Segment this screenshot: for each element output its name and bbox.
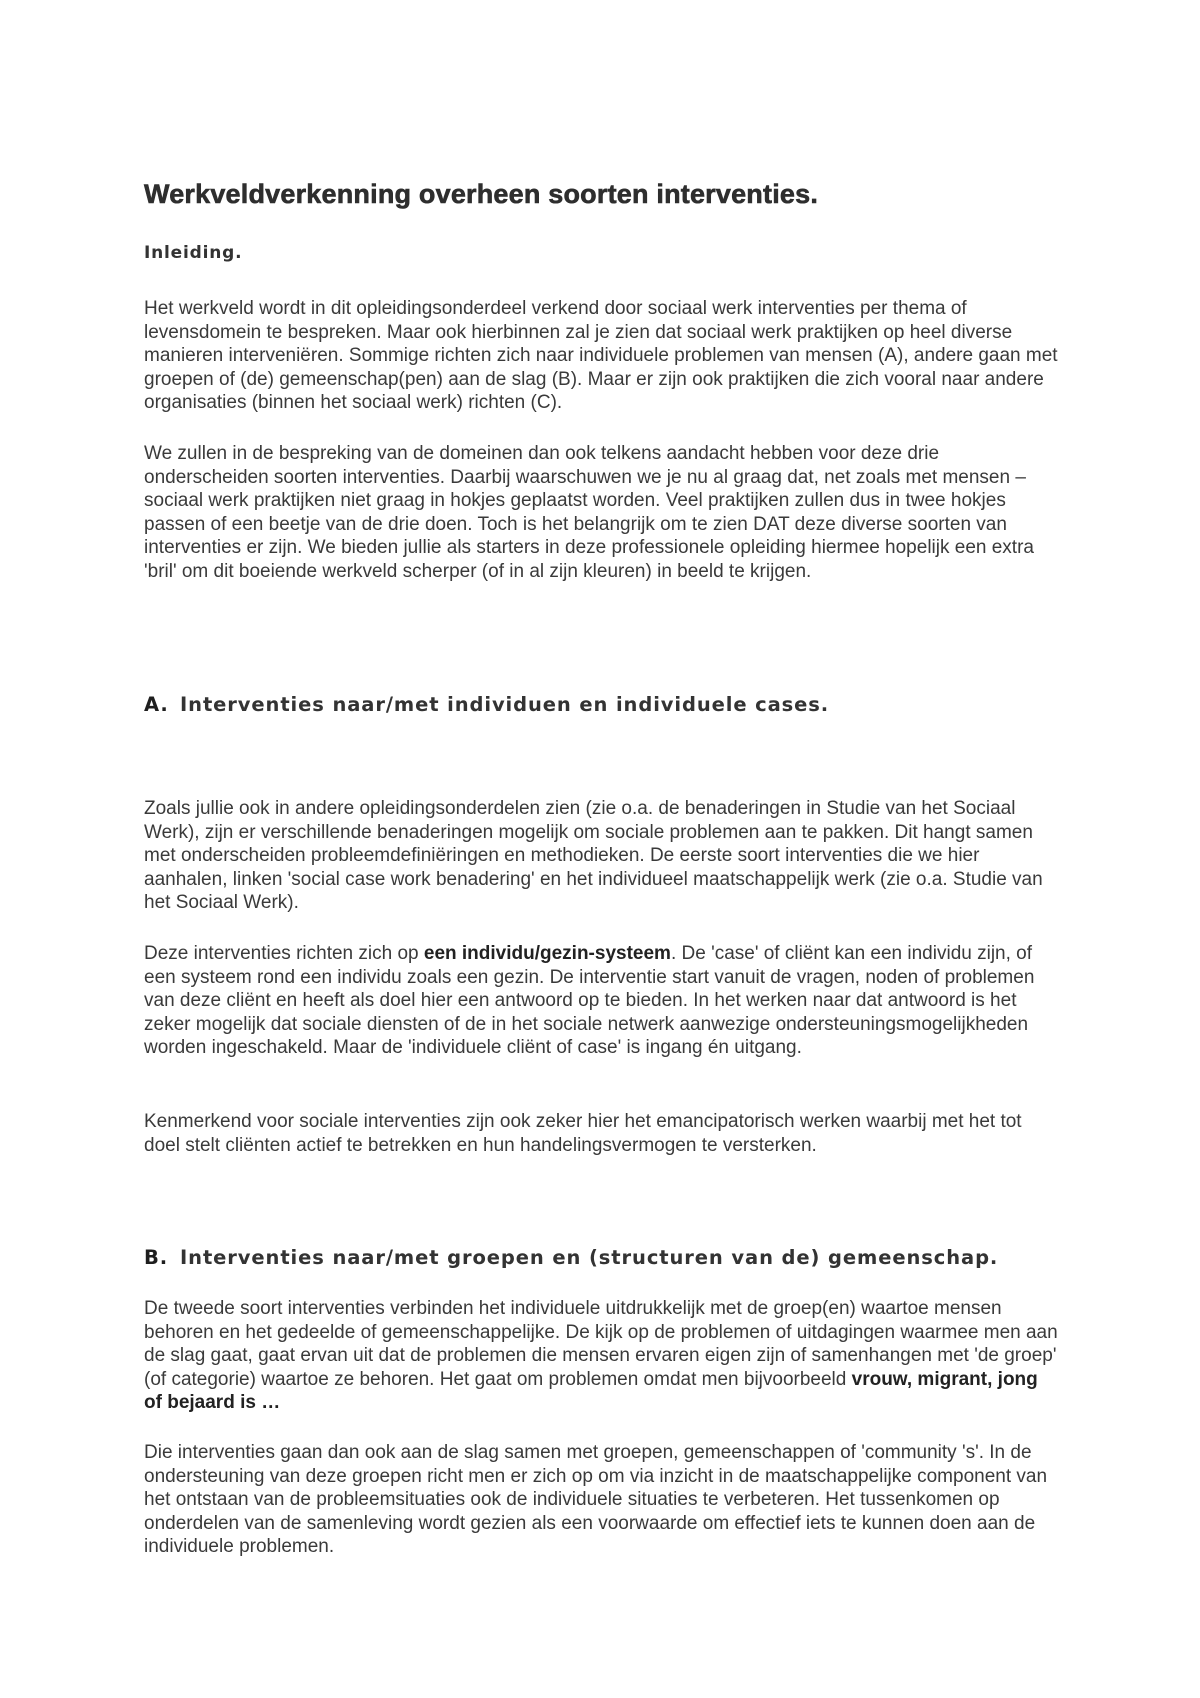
- document-page: [144, 176, 1064, 1557]
- section-a-title: Interventies naar/met individuen en individuele cases.: [180, 693, 830, 716]
- section-a-paragraph-1: Zoals jullie ook in andere opleidingsonderdelen zien (zie o.a. de benaderingen in Studie van het Sociaal Werk), zijn er verschillende benaderingen mogelijk om sociale problemen aan te pakken. Dit hangt samen met onderscheiden probleemdefiniëringen en methodieken. De eerste soort interventies die we hier aanhalen, linken 'social case work benadering' en het individueel maatschappelijk werk (zie o.a. Studie van het Sociaal Werk).: [144, 798, 1043, 913]
- section-a-paragraph-2: Deze interventies richten zich op een individu/gezin-systeem. De 'case' of cliënt kan een individu zijn, of een systeem rond een individu zoals een gezin. De interventie start vanuit de vragen, noden of problemen van deze cliënt en heeft als doel hier een antwoord op te bieden. In het werken naar dat antwoord is het zeker mogelijk dat sociale diensten of de in het sociale netwerk aanwezige ondersteuningsmogelijkheden worden ingeschakeld. Maar de 'individuele cliënt of case' is ingang én uitgang.: [144, 943, 1035, 1058]
- section-b-heading: [144, 1246, 998, 1269]
- intro-paragraph-2: We zullen in de bespreking van de domeinen dan ook telkens aandacht hebben voor deze drie onderscheiden soorten interventies. Daarbij waarschuwen we je nu al graag dat, net zoals met mensen – sociaal werk praktijken niet graag in hokjes geplaatst worden. Veel praktijken zullen dus in twee hokjes passen of een beetje van de drie doen. Toch is het belangrijk om te zien DAT deze diverse soorten van interventies er zijn. We bieden jullie als starters in deze professionele opleiding hiermee hopelijk een extra 'bril' om dit boeiende werkveld scherper (of in al zijn kleuren) in beeld te krijgen.: [144, 443, 1034, 582]
- section-a-paragraph-3: Kenmerkend voor sociale interventies zijn ook zeker hier het emancipatorisch werken waarbij met het tot doel stelt cliënten actief te betrekken en hun handelingsvermogen te versterken.: [144, 1111, 1022, 1156]
- intro-heading: Inleiding.: [144, 243, 243, 263]
- section-b-title: Interventies naar/met groepen en (structuren van de) gemeenschap.: [180, 1246, 999, 1269]
- section-b-paragraph-2: Die interventies gaan dan ook aan de slag samen met groepen, gemeenschappen of 'community 's'. In de ondersteuning van deze groepen richt men er zich op om via inzicht in de maatschappelijke component van het ontstaan van de probleemsituaties ook de individuele situaties te verbeteren. Het tussenkomen op onderdelen van de samenleving wordt gezien als een voorwaarde om effectief iets te kunnen doen aan de individuele problemen.: [144, 1442, 1048, 1557]
- section-a-letter: A.: [144, 693, 169, 716]
- section-b-paragraph-1: De tweede soort interventies verbinden het individuele uitdrukkelijk met de groep(en) waartoe mensen behoren en het gedeelde of gemeenschappelijke. De kijk op de problemen of uitdagingen waarmee men aan de slag gaat, gaat ervan uit dat de problemen die mensen ervaren eigen zijn of samenhangen met 'de groep' (of categorie) waartoe ze behoren. Het gaat om problemen omdat men bijvoorbeeld vrouw, migrant, jong of bejaard is …: [144, 1298, 1058, 1413]
- section-a-heading: [144, 693, 829, 716]
- document-title: Werkveldverkenning overheen soorten interventies.: [144, 179, 819, 209]
- section-b-emphasis: vrouw, migrant, jong of bejaard is …: [144, 1368, 1038, 1413]
- section-b-letter: B.: [144, 1246, 169, 1269]
- section-a-emphasis: een individu/gezin-systeem: [423, 943, 671, 964]
- intro-paragraph-1: Het werkveld wordt in dit opleidingsonderdeel verkend door sociaal werk interventies per thema of levensdomein te bespreken. Maar ook hierbinnen zal je zien dat sociaal werk praktijken op heel diverse manieren interveniëren. Sommige richten zich naar individuele problemen van mensen (A), andere gaan met groepen of (de) gemeenschap(pen) aan de slag (B). Maar er zijn ook praktijken die zich vooral naar andere organisaties (binnen het sociaal werk) richten (C).: [144, 298, 1058, 413]
